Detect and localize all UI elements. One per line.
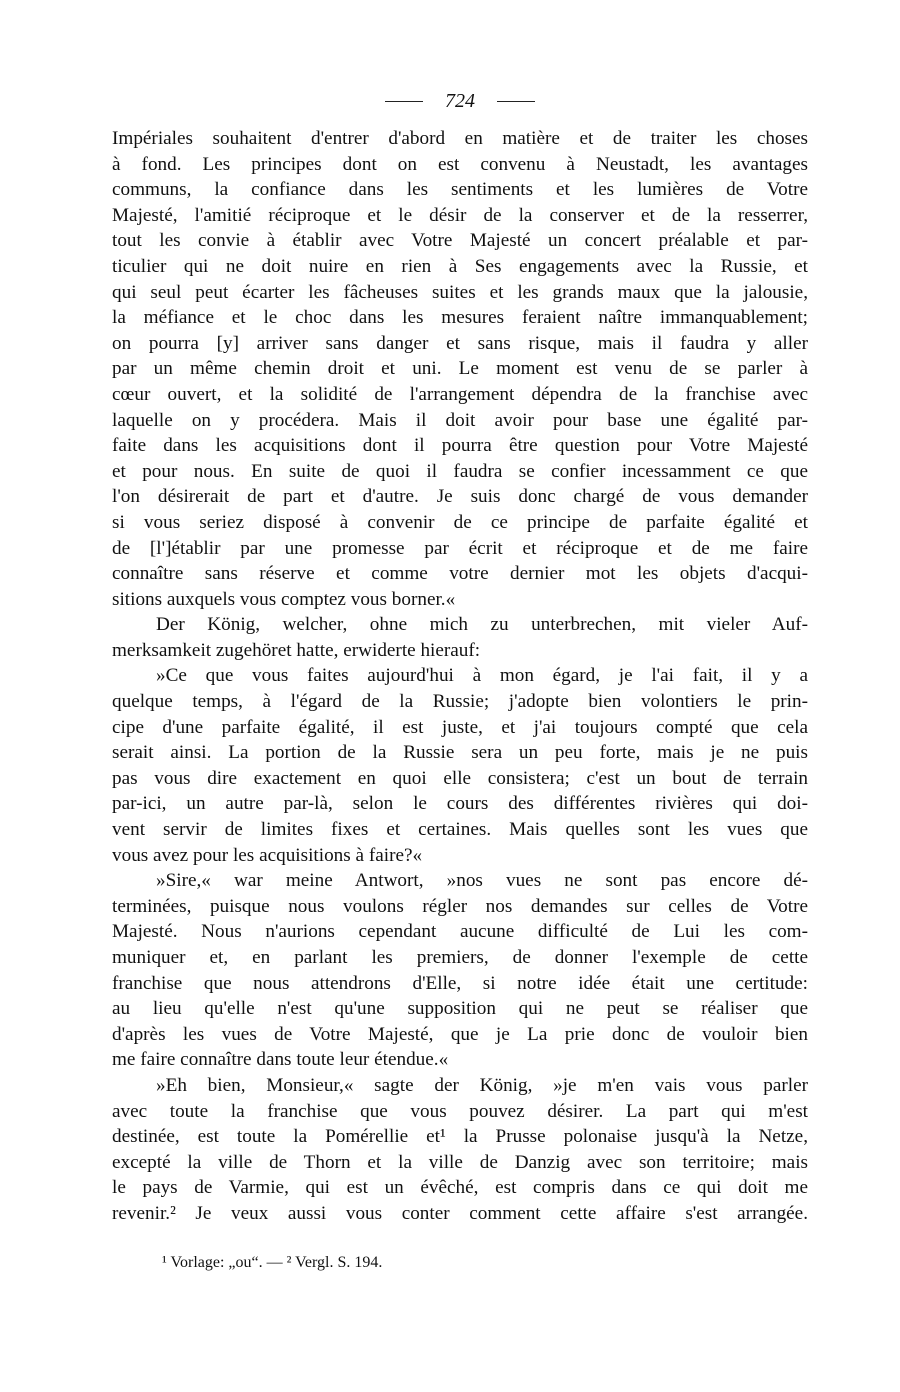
- text-line: cœur ouvert, et la solidité de l'arrangement dépendra de la franchise avec: [112, 383, 808, 405]
- text-line: au lieu qu'elle n'est qu'une supposition qui ne peut se réaliser que: [112, 998, 808, 1020]
- right-rule: [497, 101, 535, 102]
- text-line: destinée, est toute la Pomérellie et¹ la Prusse polonaise jusqu'à la Netze,: [112, 1126, 808, 1148]
- text-line: franchise que nous attendrons d'Elle, si notre idée était une certitude:: [112, 972, 808, 994]
- text-line: connaître sans réserve et comme votre dernier mot les objets d'acqui-: [112, 563, 808, 585]
- text-line: vous avez pour les acquisitions à faire?«: [112, 844, 423, 866]
- text-line: revenir.² Je veux aussi vous conter comment cette affaire s'est arrangée.: [112, 1202, 808, 1224]
- text-line: sitions auxquels vous comptez vous borner.«: [112, 588, 456, 610]
- text-line: tout les convie à établir avec Votre Majesté un concert préalable et par-: [112, 230, 808, 252]
- text-line: Der König, welcher, ohne mich zu unterbrechen, mit vieler Auf-: [156, 614, 808, 636]
- page-number: 724: [445, 89, 475, 112]
- text-line: Majesté. Nous n'aurions cependant aucune difficulté de Lui les com-: [112, 921, 808, 943]
- text-line: »Sire,« war meine Antwort, »nos vues ne sont pas encore dé-: [156, 870, 808, 892]
- text-line: »Ce que vous faites aujourd'hui à mon égard, je l'ai fait, il y a: [156, 665, 808, 687]
- text-line: laquelle on y procédera. Mais il doit avoir pour base une égalité par-: [112, 409, 808, 431]
- text-line: par un même chemin droit et uni. Le moment est venu de se parler à: [112, 358, 808, 380]
- text-line: serait ainsi. La portion de la Russie sera un peu forte, mais je ne puis: [112, 742, 808, 764]
- text-line: vent servir de limites fixes et certaines. Mais quelles sont les vues que: [112, 819, 808, 841]
- body-text: [112, 126, 808, 1227]
- text-line: d'après les vues de Votre Majesté, que je La prie donc de vouloir bien: [112, 1023, 808, 1045]
- text-line: cipe d'une parfaite égalité, il est juste, et j'ai toujours compté que cela: [112, 716, 808, 738]
- text-line: Impériales souhaitent d'entrer d'abord en matière et de traiter les choses: [112, 128, 808, 149]
- left-rule: [385, 101, 423, 102]
- text-line: pas vous dire exactement en quoi elle consistera; c'est un bout de terrain: [112, 767, 808, 789]
- text-line: on pourra [y] arriver sans danger et sans risque, mais il faudra y aller: [112, 332, 808, 354]
- text-line: qui seul peut écarter les fâcheuses suites et les grands maux que la jalousie,: [112, 281, 808, 303]
- page-number-header: [112, 86, 808, 116]
- text-line: de [l']établir par une promesse par écrit et réciproque et de me faire: [112, 537, 808, 559]
- text-line: terminées, puisque nous voulons régler nos demandes sur celles de Votre: [112, 895, 808, 917]
- footnotes: ¹ Vorlage: „ou“. — ² Vergl. S. 194.: [162, 1254, 383, 1271]
- text-line: l'on désirerait de part et d'autre. Je suis donc chargé de vous demander: [112, 486, 808, 508]
- text-line: »Eh bien, Monsieur,« sagte der König, »je m'en vais vous parler: [156, 1074, 808, 1096]
- text-line: avec toute la franchise que vous pouvez désirer. La part qui m'est: [112, 1100, 808, 1122]
- text-line: quelque temps, à l'égard de la Russie; j'adopte bien volontiers le prin-: [112, 691, 808, 713]
- text-line: ticulier qui ne doit nuire en rien à Ses engagements avec la Russie, et: [112, 255, 808, 277]
- text-line: à fond. Les principes dont on est convenu à Neustadt, les avantages: [112, 153, 808, 175]
- text-line: communs, la confiance dans les sentiments et les lumières de Votre: [112, 179, 808, 201]
- text-line: merksamkeit zugehöret hatte, erwiderte hierauf:: [112, 639, 481, 661]
- text-line: le pays de Varmie, qui est un évêché, est compris dans ce qui doit me: [112, 1177, 808, 1199]
- text-line: excepté la ville de Thorn et la ville de Danzig avec son territoire; mais: [112, 1151, 808, 1173]
- text-line: me faire connaître dans toute leur étendue.«: [112, 1049, 449, 1071]
- text-line: si vous seriez disposé à convenir de ce principe de parfaite égalité et: [112, 511, 808, 533]
- text-line: faite dans les acquisitions dont il pourra être question pour Votre Majesté: [112, 435, 808, 457]
- text-line: par-ici, un autre par-là, selon le cours des différentes rivières qui doi-: [112, 793, 808, 815]
- text-line: muniquer et, en parlant les premiers, de donner l'exemple de cette: [112, 947, 808, 968]
- text-line: Majesté, l'amitié réciproque et le désir de la conserver et de la resserrer,: [112, 204, 808, 226]
- text-line: et pour nous. En suite de quoi il faudra se confier incessamment ce que: [112, 460, 808, 482]
- text-line: la méfiance et le choc dans les mesures feraient naître immanquablement;: [112, 307, 808, 329]
